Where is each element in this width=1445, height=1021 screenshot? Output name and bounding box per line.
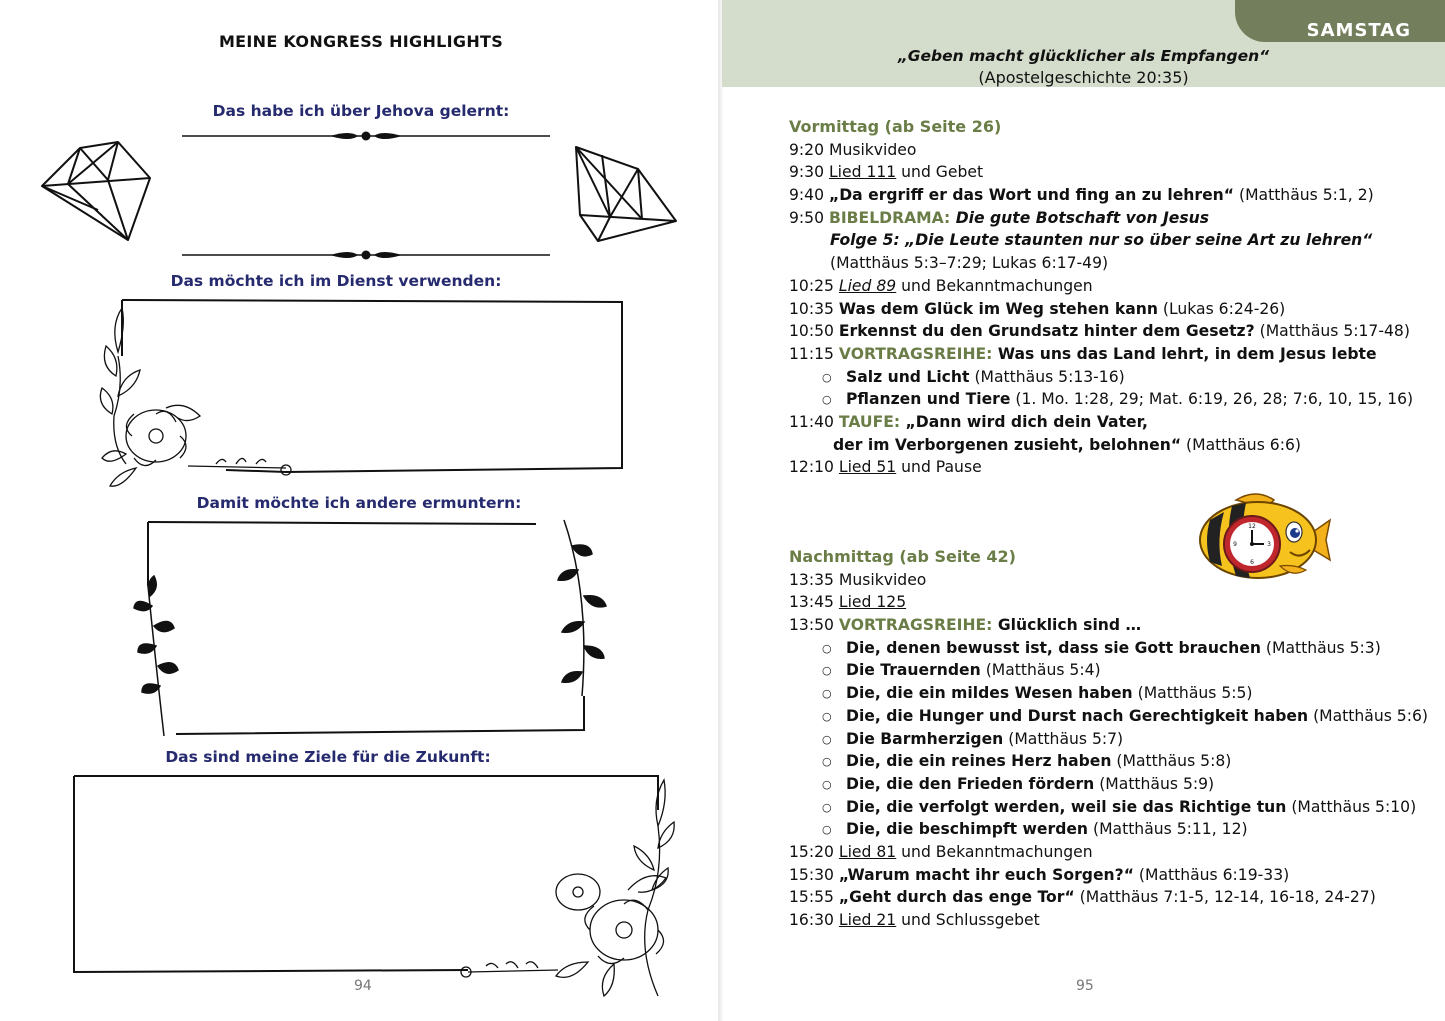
program-subitem (789, 637, 1428, 660)
program-text: Die gute Botschaft von Jesus (950, 208, 1210, 227)
program-text: Die, die Hunger und Durst nach Gerechtigkeit haben (846, 706, 1309, 725)
program-text: Glücklich sind … (992, 616, 1142, 635)
page-number-right: 95 (1076, 978, 1094, 994)
program-text: der im Verborgenen zusieht, belohnen“ (833, 435, 1182, 454)
writing-frame-ermuntern[interactable] (116, 516, 616, 742)
motto-reference: (Apostelgeschichte 20:35) (978, 68, 1189, 87)
program-item (789, 614, 1428, 637)
program-time: 15:20 (789, 842, 839, 861)
program-text: Die Trauernden (846, 661, 981, 680)
program-text: (Matthäus 5:10) (1286, 797, 1417, 816)
day-tab (1235, 0, 1445, 42)
program-text: und Bekanntmachungen (896, 276, 1093, 295)
program-item (789, 864, 1428, 887)
afternoon-heading: Nachmittag (ab Seite 42) (789, 547, 1016, 566)
diamond-icon (38, 140, 154, 244)
program-text: und Gebet (896, 163, 984, 182)
program-text: (Matthäus 5:13-16) (969, 367, 1125, 386)
program-subitem (789, 818, 1428, 841)
program-text: (Matthäus 5:3–7:29; Lukas 6:17-49) (830, 254, 1109, 273)
song-link[interactable]: Lied 81 (838, 842, 897, 861)
question-dienst: Das möchte ich im Dienst verwenden: (170, 272, 502, 290)
program-time: 11:15 (789, 344, 839, 363)
program-text: Salz und Licht (846, 367, 970, 386)
ornament-divider-bottom (180, 245, 552, 265)
program-item (789, 569, 1428, 592)
program-item (789, 184, 1413, 207)
program-text: Folge 5: „Die Leute staunten nur so über seine Art zu lehren“ (830, 231, 1373, 250)
svg-text:9: 9 (1233, 541, 1237, 548)
program-text: (Matthäus 5:1, 2) (1234, 186, 1374, 205)
program-text: (Matthäus 5:4) (980, 661, 1101, 680)
writing-frame-ziele[interactable] (68, 770, 688, 1002)
writing-frame-dienst[interactable] (96, 296, 628, 498)
program-item (789, 456, 1413, 479)
page-gutter-shadow (718, 0, 724, 1021)
program-subitem (789, 705, 1428, 728)
program-item (789, 343, 1413, 366)
motto: „Geben macht glücklicher als Empfangen“ (897, 47, 1270, 65)
morning-program-list (789, 139, 1413, 479)
afternoon-schedule (789, 546, 1428, 932)
morning-schedule (789, 116, 1413, 479)
program-text: (Matthäus 6:6) (1181, 435, 1301, 454)
program-time: 10:25 (789, 276, 839, 295)
question-ziele: Das sind meine Ziele für die Zukunft: (165, 748, 491, 766)
program-text: und Pause (896, 458, 982, 477)
song-link[interactable]: Lied 89 (838, 276, 897, 295)
program-subitem (789, 796, 1428, 819)
program-item (789, 298, 1413, 321)
program-text: „Geht durch das enge Tor“ (838, 888, 1075, 907)
program-text: Die, die verfolgt werden, weil sie das Richtige tun (846, 797, 1287, 816)
program-text: (Lukas 6:24-26) (1157, 299, 1286, 318)
program-text: (Matthäus 5:6) (1308, 706, 1428, 725)
day-label: SAMSTAG (1306, 20, 1411, 41)
program-subitem (789, 682, 1428, 705)
left-page-title: MEINE KONGRESS HIGHLIGHTS (218, 32, 504, 51)
program-text: Die, die den Frieden fördern (846, 774, 1095, 793)
program-text: Erkennst du den Grundsatz hinter dem Gesetz? (838, 322, 1255, 341)
program-text: (Matthäus 5:3) (1260, 638, 1381, 657)
program-text: Die, die ein mildes Wesen haben (846, 684, 1133, 703)
program-time: 11:40 (789, 412, 839, 431)
program-item (789, 841, 1428, 864)
program-subitem (789, 366, 1413, 389)
song-link[interactable]: Lied 51 (838, 458, 897, 477)
program-subitem (789, 388, 1413, 411)
program-text: Was dem Glück im Weg stehen kann (838, 299, 1158, 318)
program-text: Die, die beschimpft werden (846, 820, 1089, 839)
program-text: (Matthäus 5:8) (1111, 752, 1232, 771)
afternoon-program-list (789, 569, 1428, 932)
program-item (789, 320, 1413, 343)
program-time: 9:50 (789, 208, 829, 227)
program-time: 13:45 (789, 593, 839, 612)
program-time: 13:50 (789, 616, 839, 635)
program-text: TAUFE: (838, 412, 901, 431)
floral-corner-icon (461, 780, 674, 996)
program-text: (Matthäus 7:1-5, 12-14, 16-18, 24-27) (1074, 888, 1376, 907)
program-item (789, 207, 1413, 230)
program-time: 15:30 (789, 865, 839, 884)
fish-clock-icon (1196, 490, 1332, 586)
program-time: 9:20 (789, 140, 829, 159)
program-text: „Warum macht ihr euch Sorgen?“ (838, 865, 1134, 884)
diamond-icon (572, 145, 680, 243)
program-time: 10:50 (789, 322, 839, 341)
program-subitem (789, 773, 1428, 796)
program-text: (Matthäus 6:19-33) (1133, 865, 1290, 884)
question-ermuntern: Damit möchte ich andere ermuntern: (196, 494, 522, 512)
program-text: VORTRAGSREIHE: (838, 344, 993, 363)
program-item (789, 909, 1428, 932)
program-item (789, 434, 1413, 457)
svg-text:12: 12 (1248, 523, 1256, 530)
program-item (789, 229, 1413, 252)
program-text: „Da ergriff er das Wort und fing an zu lehren“ (828, 186, 1235, 205)
program-text: Die Barmherzigen (846, 729, 1004, 748)
program-text: (Matthäus 5:17-48) (1254, 322, 1410, 341)
program-text: Was uns das Land lehrt, in dem Jesus lebte (992, 344, 1377, 363)
program-text: Musikvideo (828, 140, 917, 159)
program-text: BIBELDRAMA: (828, 208, 951, 227)
program-text: Die, denen bewusst ist, dass sie Gott brauchen (846, 638, 1261, 657)
floral-corner-icon (100, 308, 291, 486)
morning-heading: Vormittag (ab Seite 26) (789, 117, 1002, 136)
program-text: „Dann wird dich dein Vater, (900, 412, 1148, 431)
leaf-branch-icon (134, 576, 178, 736)
program-item (789, 252, 1413, 275)
question-jehova: Das habe ich über Jehova gelernt: (212, 102, 510, 120)
program-time: 15:55 (789, 888, 839, 907)
ornament-divider-top (180, 126, 552, 146)
program-text: Die, die ein reines Herz haben (846, 752, 1112, 771)
song-link[interactable]: Lied 125 (838, 593, 907, 612)
program-subitem (789, 750, 1428, 773)
program-text: und Bekanntmachungen (896, 842, 1093, 861)
program-text: (Matthäus 5:9) (1094, 774, 1215, 793)
program-text: (Matthäus 5:7) (1003, 729, 1124, 748)
program-text: VORTRAGSREIHE: (838, 616, 993, 635)
program-time: 9:30 (789, 163, 829, 182)
program-item (789, 161, 1413, 184)
program-time: 16:30 (789, 911, 839, 929)
song-link[interactable]: Lied 111 (828, 163, 897, 182)
program-time: 9:40 (789, 186, 829, 205)
program-text: und Schlussgebet (896, 911, 1040, 929)
page-number-left: 94 (354, 978, 372, 994)
program-time: 10:35 (789, 299, 839, 318)
program-time: 12:10 (789, 458, 839, 477)
svg-text:3: 3 (1267, 541, 1271, 548)
program-text: Pflanzen und Tiere (846, 390, 1011, 409)
program-text: Musikvideo (838, 570, 927, 589)
program-item (789, 275, 1413, 298)
program-text: (1. Mo. 1:28, 29; Mat. 6:19, 26, 28; 7:6, 10, 15, 16) (1010, 390, 1414, 409)
program-time: 13:35 (789, 570, 839, 589)
song-link[interactable]: Lied 21 (838, 911, 897, 929)
svg-text:6: 6 (1250, 559, 1254, 566)
program-subitem (789, 659, 1428, 682)
program-item (789, 411, 1413, 434)
program-text: (Matthäus 5:5) (1132, 684, 1253, 703)
program-text: (Matthäus 5:11, 12) (1088, 820, 1248, 839)
program-item (789, 591, 1428, 614)
program-item (789, 139, 1413, 162)
leaf-branch-icon (558, 520, 606, 696)
program-subitem (789, 728, 1428, 751)
program-item (789, 886, 1428, 909)
